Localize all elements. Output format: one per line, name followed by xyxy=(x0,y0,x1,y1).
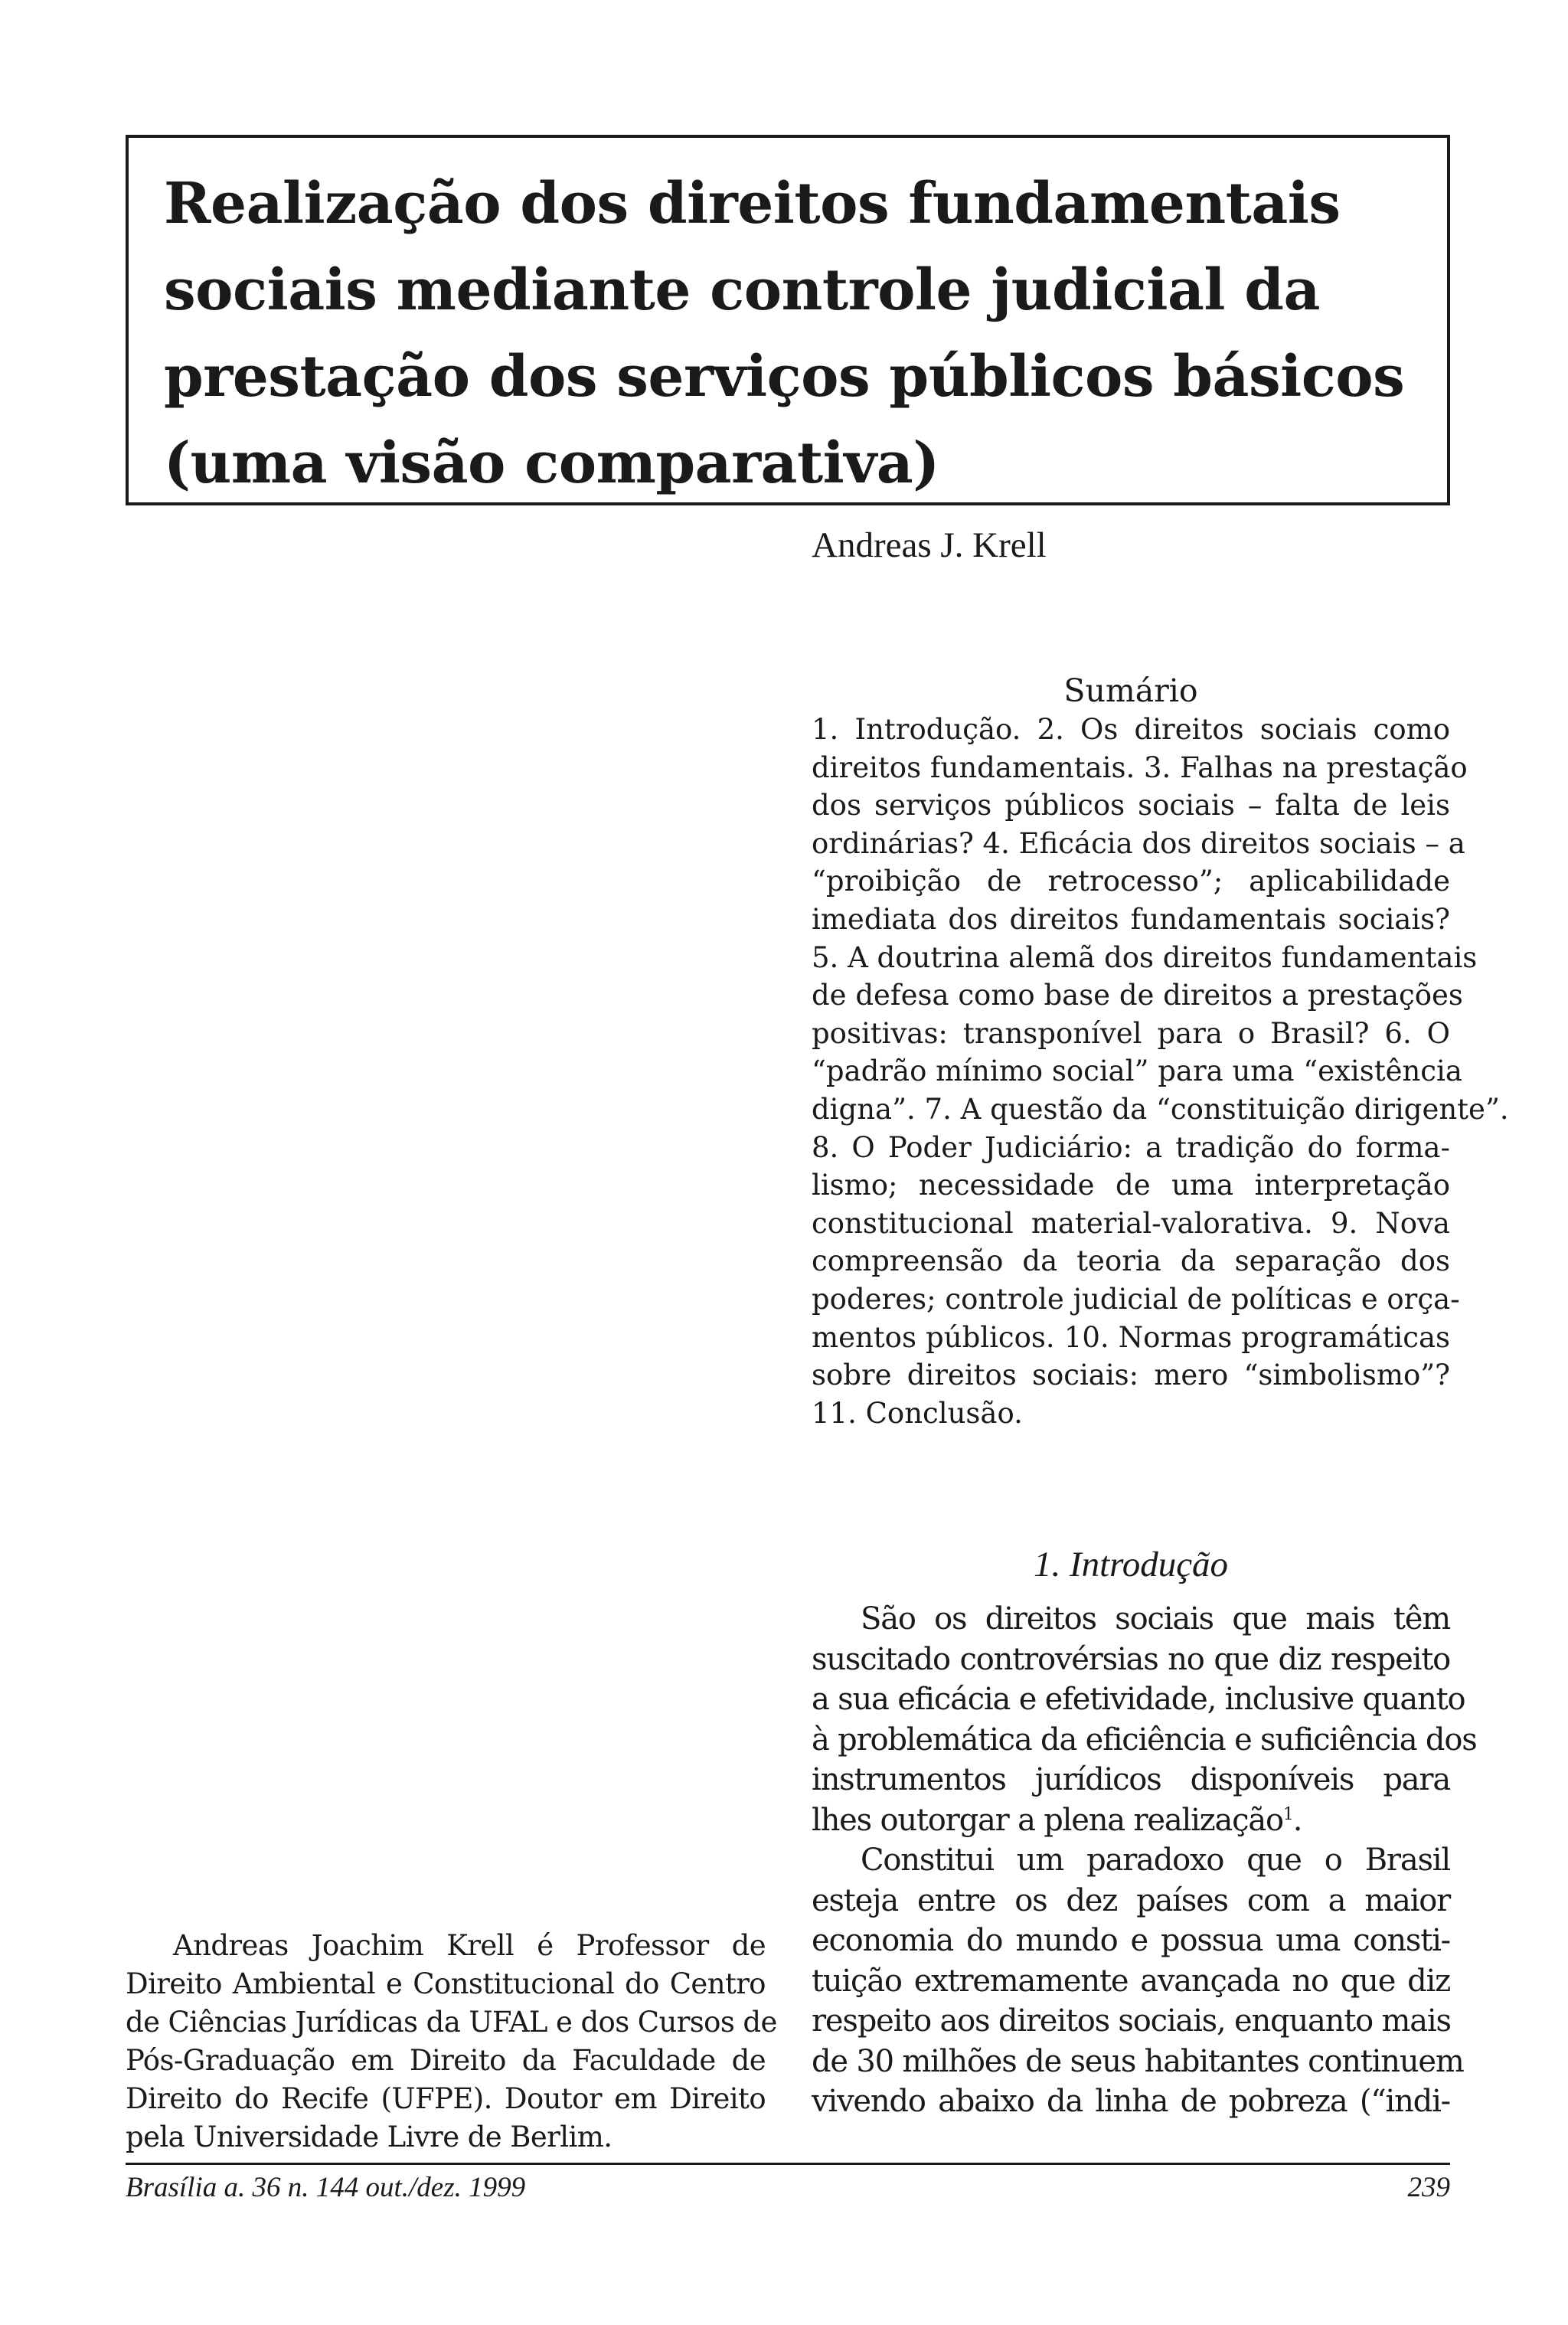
body-line: instrumentos jurídicos disponíveis para xyxy=(812,1762,1450,1797)
summary-line: positivas: transponível para o Brasil? 6. O xyxy=(812,1016,1450,1050)
title-line: prestação dos serviços públicos básicos xyxy=(164,344,1405,410)
summary-line: 1. Introdução. 2. Os direitos sociais como xyxy=(812,713,1450,746)
body-line: suscitado controvérsias no que diz respeito xyxy=(812,1641,1450,1677)
title-line: Realização dos direitos fundamentais xyxy=(164,171,1341,237)
author-bio xyxy=(126,1927,777,2157)
summary-line: “padrão mínimo social” para uma “existência xyxy=(812,1055,1462,1088)
summary-line: sobre direitos sociais: mero “simbolismo”? xyxy=(812,1359,1450,1392)
body-line: Constitui um paradoxo que o Brasil xyxy=(861,1843,1450,1878)
summary-line: mentos públicos. 10. Normas programáticas xyxy=(812,1320,1450,1354)
body-line: economia do mundo e possua uma consti- xyxy=(812,1923,1450,1958)
body-line: à problemática da eficiência e suficiência dos xyxy=(812,1722,1477,1758)
body-line: respeito aos direitos sociais, enquanto mais xyxy=(812,2003,1451,2039)
title-line: (uma visão comparativa) xyxy=(164,430,939,496)
body-line: de 30 milhões de seus habitantes continuem xyxy=(812,2043,1464,2079)
summary-line: direitos fundamentais. 3. Falhas na prestação xyxy=(812,750,1468,784)
summary-line: poderes; controle judicial de políticas e orça- xyxy=(812,1282,1460,1316)
summary-line: 11. Conclusão. xyxy=(812,1396,1023,1430)
body-line-text: lhes outorgar a plena realização xyxy=(812,1802,1283,1838)
section-heading-introduction: 1. Introdução xyxy=(1033,1545,1229,1584)
introduction-body xyxy=(812,1599,1477,2122)
body-line: esteja entre os dez países com a maior xyxy=(812,1882,1450,1918)
body-line: a sua eficácia e efetividade, inclusive quanto xyxy=(812,1682,1465,1717)
body-line: vivendo abaixo da linha de pobreza (“indi- xyxy=(812,2084,1450,2119)
footer-divider xyxy=(126,2163,1450,2165)
bio-line: Pós-Graduação em Direito da Faculdade de xyxy=(126,2044,766,2077)
journal-citation: Brasília a. 36 n. 144 out./dez. 1999 xyxy=(126,2172,526,2203)
summary-line: ordinárias? 4. Eficácia dos direitos sociais – a xyxy=(812,826,1465,860)
body-line-end: . xyxy=(1292,1802,1302,1838)
title-line: sociais mediante controle judicial da xyxy=(164,257,1320,323)
summary-line: imediata dos direitos fundamentais sociais? xyxy=(812,902,1450,936)
summary-line: digna”. 7. A questão da “constituição dirigente”. xyxy=(812,1092,1509,1126)
author-name: Andreas J. Krell xyxy=(812,525,1047,565)
summary-heading: Sumário xyxy=(1063,672,1198,709)
summary-line: lismo; necessidade de uma interpretação xyxy=(812,1169,1450,1202)
bio-line: de Ciências Jurídicas da UFAL e dos Cursos de xyxy=(126,2006,777,2039)
title-box xyxy=(126,135,1450,505)
bio-line: Direito Ambiental e Constitucional do Centro xyxy=(126,1967,766,2000)
summary-line: compreensão da teoria da separação dos xyxy=(812,1244,1450,1278)
summary-line: “proibição de retrocesso”; aplicabilidade xyxy=(812,865,1450,898)
summary-line: 5. A doutrina alemã dos direitos fundamentais xyxy=(812,940,1478,974)
body-line: São os direitos sociais que mais têm xyxy=(861,1601,1450,1637)
summary-text xyxy=(812,711,1509,1432)
summary-line: dos serviços públicos sociais – falta de leis xyxy=(812,789,1450,822)
footnote-reference[interactable]: 1 xyxy=(1282,1804,1293,1824)
body-line xyxy=(812,1800,1450,1841)
bio-line: Direito do Recife (UFPE). Doutor em Direito xyxy=(126,2082,766,2115)
bio-line: pela Universidade Livre de Berlim. xyxy=(126,2121,612,2153)
summary-line: 8. O Poder Judiciário: a tradição do forma- xyxy=(812,1130,1450,1164)
body-line: tuição extremamente avançada no que diz xyxy=(812,1963,1450,1999)
summary-line: constitucional material-valorativa. 9. Nova xyxy=(812,1206,1450,1240)
summary-line: de defesa como base de direitos a prestações xyxy=(812,979,1463,1012)
article-title xyxy=(164,161,1419,507)
bio-line: Andreas Joachim Krell é Professor de xyxy=(173,1929,766,1962)
page-number: 239 xyxy=(1407,2172,1450,2203)
